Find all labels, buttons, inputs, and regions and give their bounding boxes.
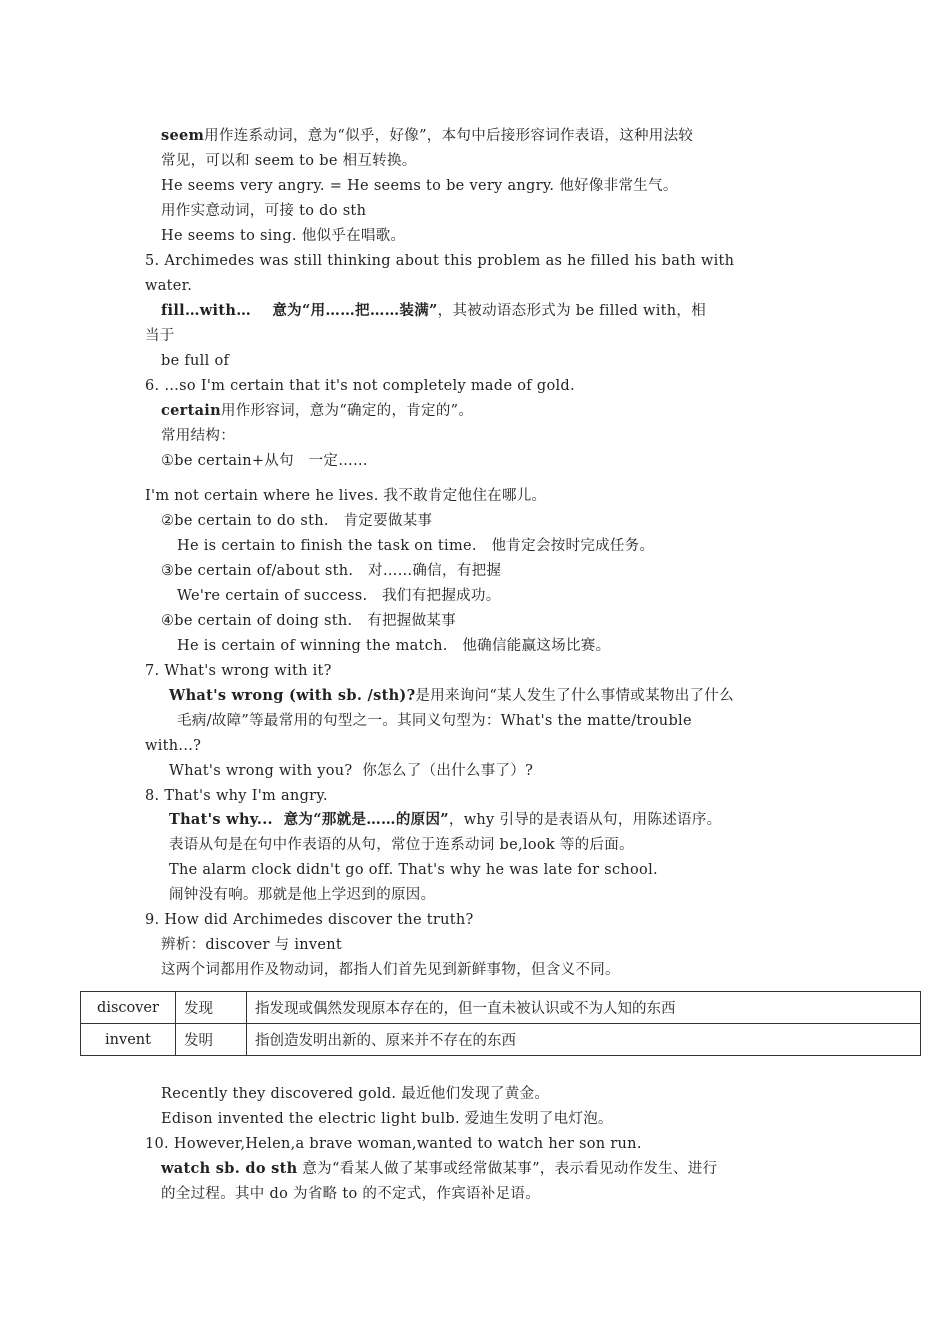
- item-heading-6: 6. …so I'm certain that it's not completely made of gold.: [145, 378, 575, 394]
- text-line: watch sb. do sth 意为“看某人做了某事或经常做某事”，表示看见动作发生、进行: [161, 1160, 718, 1177]
- example-sentence: He seems very angry. = He seems to be very angry. 他好像非常生气。: [161, 178, 678, 194]
- item-heading-7: 7. What's wrong with it?: [145, 663, 332, 679]
- text-line: seem用作连系动词，意为“似乎，好像”，本句中后接形容词作表语，这种用法较: [161, 127, 694, 144]
- example-sentence: He seems to sing. 他似乎在唱歌。: [161, 228, 406, 244]
- example-sentence: He is certain of winning the match. 他确信能赢这场比赛。: [177, 638, 611, 654]
- structure-line: ④be certain of doing sth. 有把握做某事: [161, 613, 456, 629]
- item-heading-9: 9. How did Archimedes discover the truth?: [145, 912, 474, 928]
- keyword: What's wrong (with sb. /sth)?: [169, 687, 416, 704]
- table-cell-meaning: 发明: [176, 1024, 247, 1056]
- text-line: fill…with… 意为“用……把……装满”，其被动语态形式为 be filled with，相: [161, 302, 707, 319]
- text-line: 常用结构：: [161, 428, 235, 444]
- structure-line: ②be certain to do sth. 肯定要做某事: [161, 513, 433, 529]
- text-line: 毛病/故障”等最常用的句型之一。其同义句型为：What's the matte/trouble: [177, 713, 692, 729]
- text-line: certain用作形容词，意为“确定的，肯定的”。: [161, 402, 474, 419]
- structure-line: ③be certain of/about sth. 对……确信，有把握: [161, 563, 502, 579]
- text-line: 用作实意动词，可接 to do sth: [161, 203, 367, 219]
- text-line: 这两个词都用作及物动词，都指人们首先见到新鲜事物，但含义不同。: [161, 962, 620, 978]
- item-heading-5: 5. Archimedes was still thinking about this problem as he filled his bath with: [145, 253, 735, 269]
- table-row: [81, 992, 921, 1024]
- example-sentence: We're certain of success. 我们有把握成功。: [177, 588, 501, 604]
- keyword: That's why... 意为“那就是……的原因”: [169, 811, 449, 828]
- text-line: 常见，可以和 seem to be 相互转换。: [161, 153, 417, 169]
- example-sentence: Edison invented the electric light bulb. 爱迪生发明了电灯泡。: [161, 1111, 613, 1127]
- text-line: That's why... 意为“那就是……的原因”，why 引导的是表语从句，用陈述语序。: [169, 811, 722, 828]
- table-cell-word: discover: [81, 992, 176, 1024]
- table-cell-meaning: 发现: [176, 992, 247, 1024]
- text-line: 当于: [145, 328, 175, 344]
- text-line: water.: [145, 278, 193, 294]
- keyword: seem: [161, 127, 205, 144]
- text-line: 的全过程。其中 do 为省略 to 的不定式，作宾语补足语。: [161, 1186, 541, 1202]
- structure-line: ①be certain+从句 一定……: [161, 453, 368, 469]
- comparison-table: [80, 991, 921, 1056]
- example-sentence: Recently they discovered gold. 最近他们发现了黄金。: [161, 1086, 550, 1102]
- example-translation: 闹钟没有响。那就是他上学迟到的原因。: [169, 887, 436, 903]
- keyword: watch sb. do sth: [161, 1160, 298, 1177]
- item-heading-10: 10. However,Helen,a brave woman,wanted to watch her son run.: [145, 1136, 642, 1152]
- example-sentence: The alarm clock didn't go off. That's why he was late for school.: [169, 862, 658, 878]
- text-line: with...?: [145, 738, 202, 754]
- table-row: [81, 1024, 921, 1056]
- table-cell-desc: 指发现或偶然发现原本存在的，但一直未被认识或不为人知的东西: [247, 992, 921, 1024]
- keyword: certain: [161, 402, 221, 419]
- table-cell-desc: 指创造发明出新的、原来并不存在的东西: [247, 1024, 921, 1056]
- table-cell-word: invent: [81, 1024, 176, 1056]
- example-sentence: What's wrong with you? 你怎么了（出什么事了）?: [169, 763, 534, 779]
- example-sentence: He is certain to finish the task on time. 他肯定会按时完成任务。: [177, 538, 655, 554]
- item-heading-8: 8. That's why I'm angry.: [145, 788, 328, 804]
- keyword: fill…with… 意为“用……把……装满”: [161, 302, 438, 319]
- text-line: be full of: [161, 353, 230, 369]
- example-sentence: I'm not certain where he lives. 我不敢肯定他住在哪儿。: [145, 488, 547, 504]
- text-line: What's wrong (with sb. /sth)?是用来询问“某人发生了什么事情或某物出了什么: [169, 687, 734, 704]
- text-line: 表语从句是在句中作表语的从句，常位于连系动词 be,look 等的后面。: [169, 837, 634, 853]
- text-line: 辨析：discover 与 invent: [161, 937, 343, 953]
